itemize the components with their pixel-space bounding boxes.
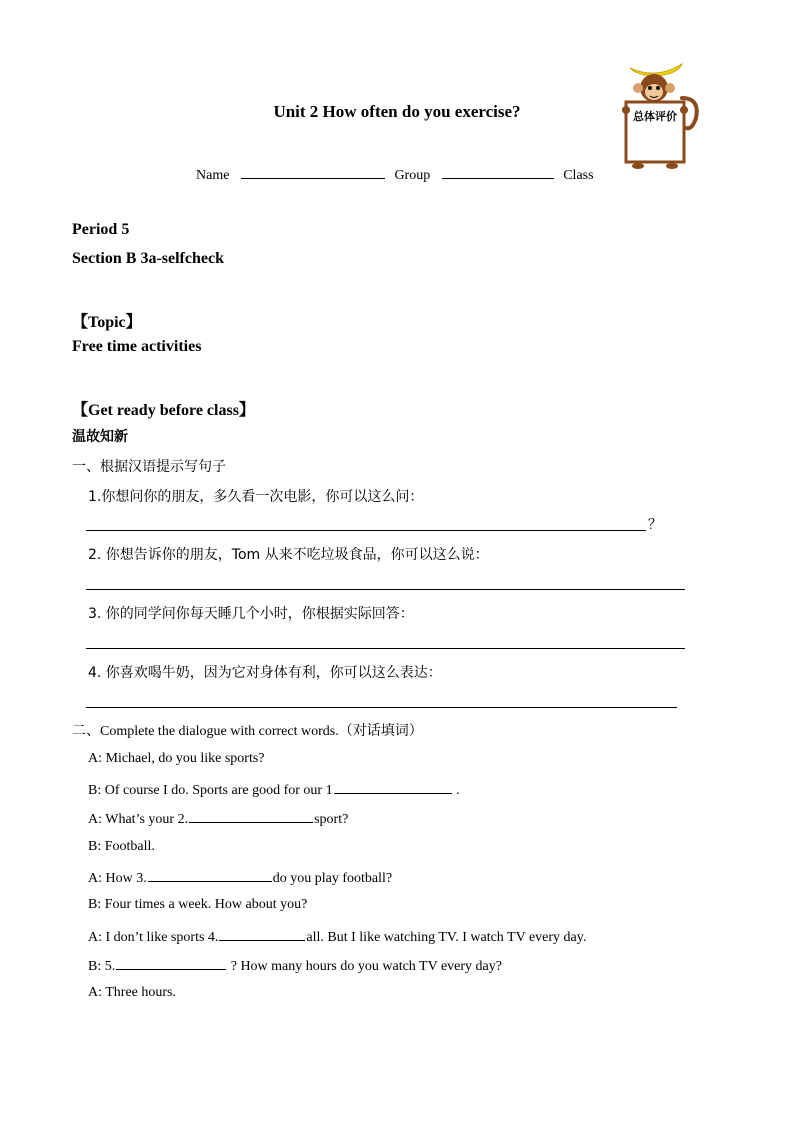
dialogue-text: B: Football. <box>88 839 155 854</box>
part1-item-4: 4. 你喜欢喝牛奶，因为它对身体有利，你可以这么表达： <box>88 665 442 681</box>
monkey-evaluation-badge <box>616 58 700 170</box>
question-mark: ？ <box>648 517 662 533</box>
badge-label: 总体评价 <box>633 110 677 123</box>
dialogue-text: B: Four times a week. How about you? <box>88 897 308 912</box>
dialogue-text: sport? <box>314 812 349 827</box>
page-title: Unit 2 How often do you exercise? <box>273 102 521 121</box>
dialogue-text: A: What’s your 2. <box>88 812 189 827</box>
answer-line-3[interactable] <box>86 648 685 649</box>
dialogue-text: all. But I like watching TV. I watch TV every day. <box>306 930 587 945</box>
dialogue-line-1 <box>88 751 265 767</box>
dialogue-line-9 <box>88 985 176 1001</box>
answer-line-1[interactable] <box>86 530 646 531</box>
part1-item-2: 2. 你想告诉你的朋友，Tom 从来不吃垃圾食品，你可以这么说： <box>88 547 489 563</box>
dialogue-line-4 <box>88 839 155 855</box>
period-label: Period 5 <box>72 221 130 238</box>
dialogue-text: A: Three hours. <box>88 985 176 1000</box>
dialogue-line-2 <box>88 780 460 799</box>
group-label: Group <box>394 168 431 183</box>
review-heading: 温故知新 <box>72 429 128 445</box>
answer-line-2[interactable] <box>86 589 685 590</box>
blank-4[interactable] <box>219 927 305 941</box>
dialogue-text: do you play football? <box>272 871 393 886</box>
section-label: Section B 3a-selfcheck <box>72 250 224 267</box>
part1-heading: 一、根据汉语提示写句子 <box>72 459 226 475</box>
dialogue-line-8 <box>88 956 502 975</box>
name-label: Name <box>196 168 230 183</box>
dialogue-text: A: How 3. <box>88 871 147 886</box>
dialogue-text: ? How many hours do you watch TV every day? <box>227 959 502 974</box>
dialogue-line-5 <box>88 868 392 887</box>
blank-2[interactable] <box>189 809 313 823</box>
dialogue-text: B: Of course I do. Sports are good for our 1 <box>88 783 333 798</box>
blank-5[interactable] <box>116 956 226 970</box>
group-field[interactable] <box>442 164 554 179</box>
topic-heading: 【Topic】 <box>72 314 142 331</box>
blank-1[interactable] <box>334 780 452 794</box>
dialogue-text: A: Michael, do you like sports? <box>88 751 265 766</box>
dialogue-text: B: 5. <box>88 959 116 974</box>
blank-3[interactable] <box>148 868 272 882</box>
get-ready-heading: 【Get ready before class】 <box>72 402 255 419</box>
dialogue-text: . <box>452 783 460 798</box>
part1-item-1: 1.你想问你的朋友，多久看一次电影，你可以这么问： <box>88 489 424 505</box>
dialogue-line-3 <box>88 809 348 828</box>
dialogue-text: A: I don’t like sports 4. <box>88 930 219 945</box>
dialogue-line-7 <box>88 927 586 946</box>
answer-line-4[interactable] <box>86 707 677 708</box>
topic-text: Free time activities <box>72 338 202 355</box>
class-label: Class <box>563 168 594 183</box>
part1-item-3: 3. 你的同学问你每天睡几个小时，你根据实际回答： <box>88 606 414 622</box>
name-field[interactable] <box>241 164 385 179</box>
dialogue-line-6 <box>88 897 307 913</box>
part2-heading: 二、Complete the dialogue with correct words.（对话填词） <box>72 724 423 739</box>
student-info-line <box>196 164 594 184</box>
